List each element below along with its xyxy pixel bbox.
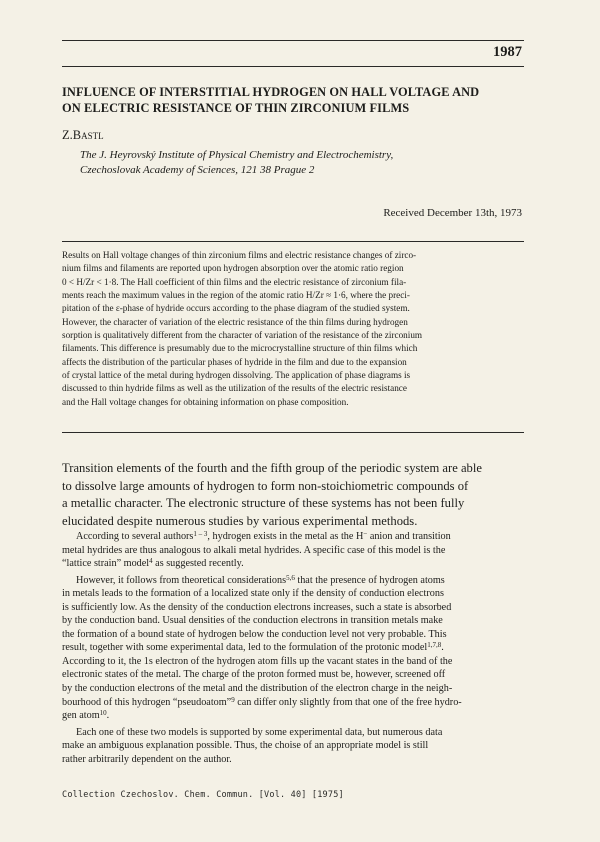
charge-superscript: − — [363, 530, 368, 538]
lead-line: to dissolve large amounts of hydrogen to form non-stoichiometric compounds of — [62, 478, 469, 493]
body-line: make an ambiguous explanation possible. Thus, the choise of an appropriate model is still — [62, 740, 429, 752]
body-line: bourhood of this hydrogen “pseudoatom”$^9$ can differ only slightly from that one of the free hydro- — [62, 695, 462, 708]
citation-ref: 10 — [99, 709, 107, 718]
abstract-line: 0 < H/Zr < 1·8. The Hall coefficient of thin films and the electric resistance of zirconium fila- — [62, 276, 407, 287]
lead-line: Transition elements of the fourth and the fifth group of the periodic system are able — [62, 461, 482, 475]
author-name: Z.Bastl — [62, 128, 104, 142]
lead-paragraph — [62, 460, 532, 530]
body-line: by the conduction electrons of the metal and the distribution of the electron charge in the neigh- — [62, 683, 453, 695]
body-line: However, it follows from theoretical considerations$^{5,6}$ that the presence of hydrogen atoms — [76, 573, 445, 586]
citation-ref: 4 — [149, 557, 153, 566]
abstract-line: discussed to thin hydride films as well as the utilization of the results of the electric resistance — [62, 383, 407, 394]
body-line: is sufficiently low. As the density of the conduction electrons increases, such a state is absorbed — [62, 601, 452, 613]
abstract-line: filaments. This difference is presumably due to the microcrystalline structure of thin films which — [62, 343, 418, 354]
title-line: INFLUENCE OF INTERSTITIAL HYDROGEN ON HALL VOLTAGE AND — [62, 85, 480, 99]
author-affiliation — [80, 148, 393, 178]
abstract-top-rule — [62, 241, 524, 242]
abstract-line: and the Hall voltage changes for obtaining information on phase composition. — [62, 396, 349, 407]
abstract-line: nium films and filaments are reported upon hydrogen absorption over the atomic ratio region — [62, 263, 404, 274]
citation-ref: 1,7,8 — [427, 641, 442, 650]
body-line: metal hydrides are thus analogous to alkali metal hydrides. A specific case of this model is the — [62, 544, 446, 556]
lead-line: a metallic character. The electronic structure of these systems has not been fully — [62, 496, 465, 511]
body-text — [62, 530, 532, 766]
citation-ref: 5,6 — [286, 573, 295, 582]
journal-footer: Collection Czechoslov. Chem. Commun. [Vol. 40] [1975] — [62, 790, 344, 800]
article-title — [62, 84, 532, 116]
abstract-line: However, the character of variation of the electric resistance of the thin films during hydrogen — [62, 316, 408, 327]
abstract-line: pitation of the ε-phase of hydride occurs according to the phase diagram of the studied system. — [62, 303, 410, 314]
body-line: electronic states of the metal. The charge of the proton formed must be, however, screened off — [62, 669, 446, 681]
abstract-line: ments reach the maximum values in the region of the atomic ratio H/Zr ≈ 1·6, where the preci- — [62, 290, 410, 301]
body-line: in metals leads to the formation of a localized state only if the density of conduction electrons — [62, 588, 444, 600]
received-date: Received December 13th, 1973 — [383, 207, 522, 219]
title-line: ON ELECTRIC RESISTANCE OF THIN ZIRCONIUM FILMS — [62, 101, 410, 115]
abstract-line: affects the distribution of the particular phases of hydride in the film and due to the expansion — [62, 356, 407, 367]
citation-ref: 9 — [231, 695, 235, 704]
header-rule — [62, 66, 524, 67]
affiliation-line: The J. Heyrovský Institute of Physical Chemistry and Electrochemistry, — [80, 149, 394, 161]
abstract — [62, 249, 526, 409]
citation-ref: 1 – 3 — [193, 530, 208, 538]
lead-line: elucidated despite numerous studies by various experimental methods. — [62, 513, 418, 528]
body-line: the formation of a bound state of hydrogen below the conduction level not very probable. This — [62, 628, 447, 640]
body-line: According to it, the 1s electron of the hydrogen atom fills up the vacant states in the band of the — [62, 655, 453, 667]
body-line: result, together with some experimental data, led to the formulation of the protonic model$^{1,7,8}$. — [62, 641, 444, 654]
body-line: Each one of these two models is supported by some experimental data, but numerous data — [76, 726, 443, 738]
affiliation-line: Czechoslovak Academy of Sciences, 121 38 Prague 2 — [80, 164, 315, 176]
body-line: gen atom$^{10}$. — [62, 709, 110, 722]
abstract-line: Results on Hall voltage changes of thin zirconium films and electric resistance changes of zirco- — [62, 250, 417, 260]
body-line: rather arbitrarily dependent on the author. — [62, 753, 232, 765]
body-line: “lattice strain” model$^4$ as suggested recently. — [62, 557, 244, 570]
abstract-bottom-rule — [62, 432, 524, 433]
body-line: by the conduction band. Usual densities of the conduction electrons in transition metals make — [62, 615, 443, 627]
page-number: 1987 — [493, 44, 522, 60]
body-line: According to several authors$^{1 - 3}$, hydrogen exists in the metal as the H− anion and transition — [76, 530, 451, 542]
top-rule — [62, 40, 524, 41]
abstract-line: sorption is qualitatively different from the character of variation of the resistance of the zirconium — [62, 330, 423, 341]
abstract-line: of crystal lattice of the metal during hydrogen dissolving. The application of phase diagrams is — [62, 370, 411, 381]
